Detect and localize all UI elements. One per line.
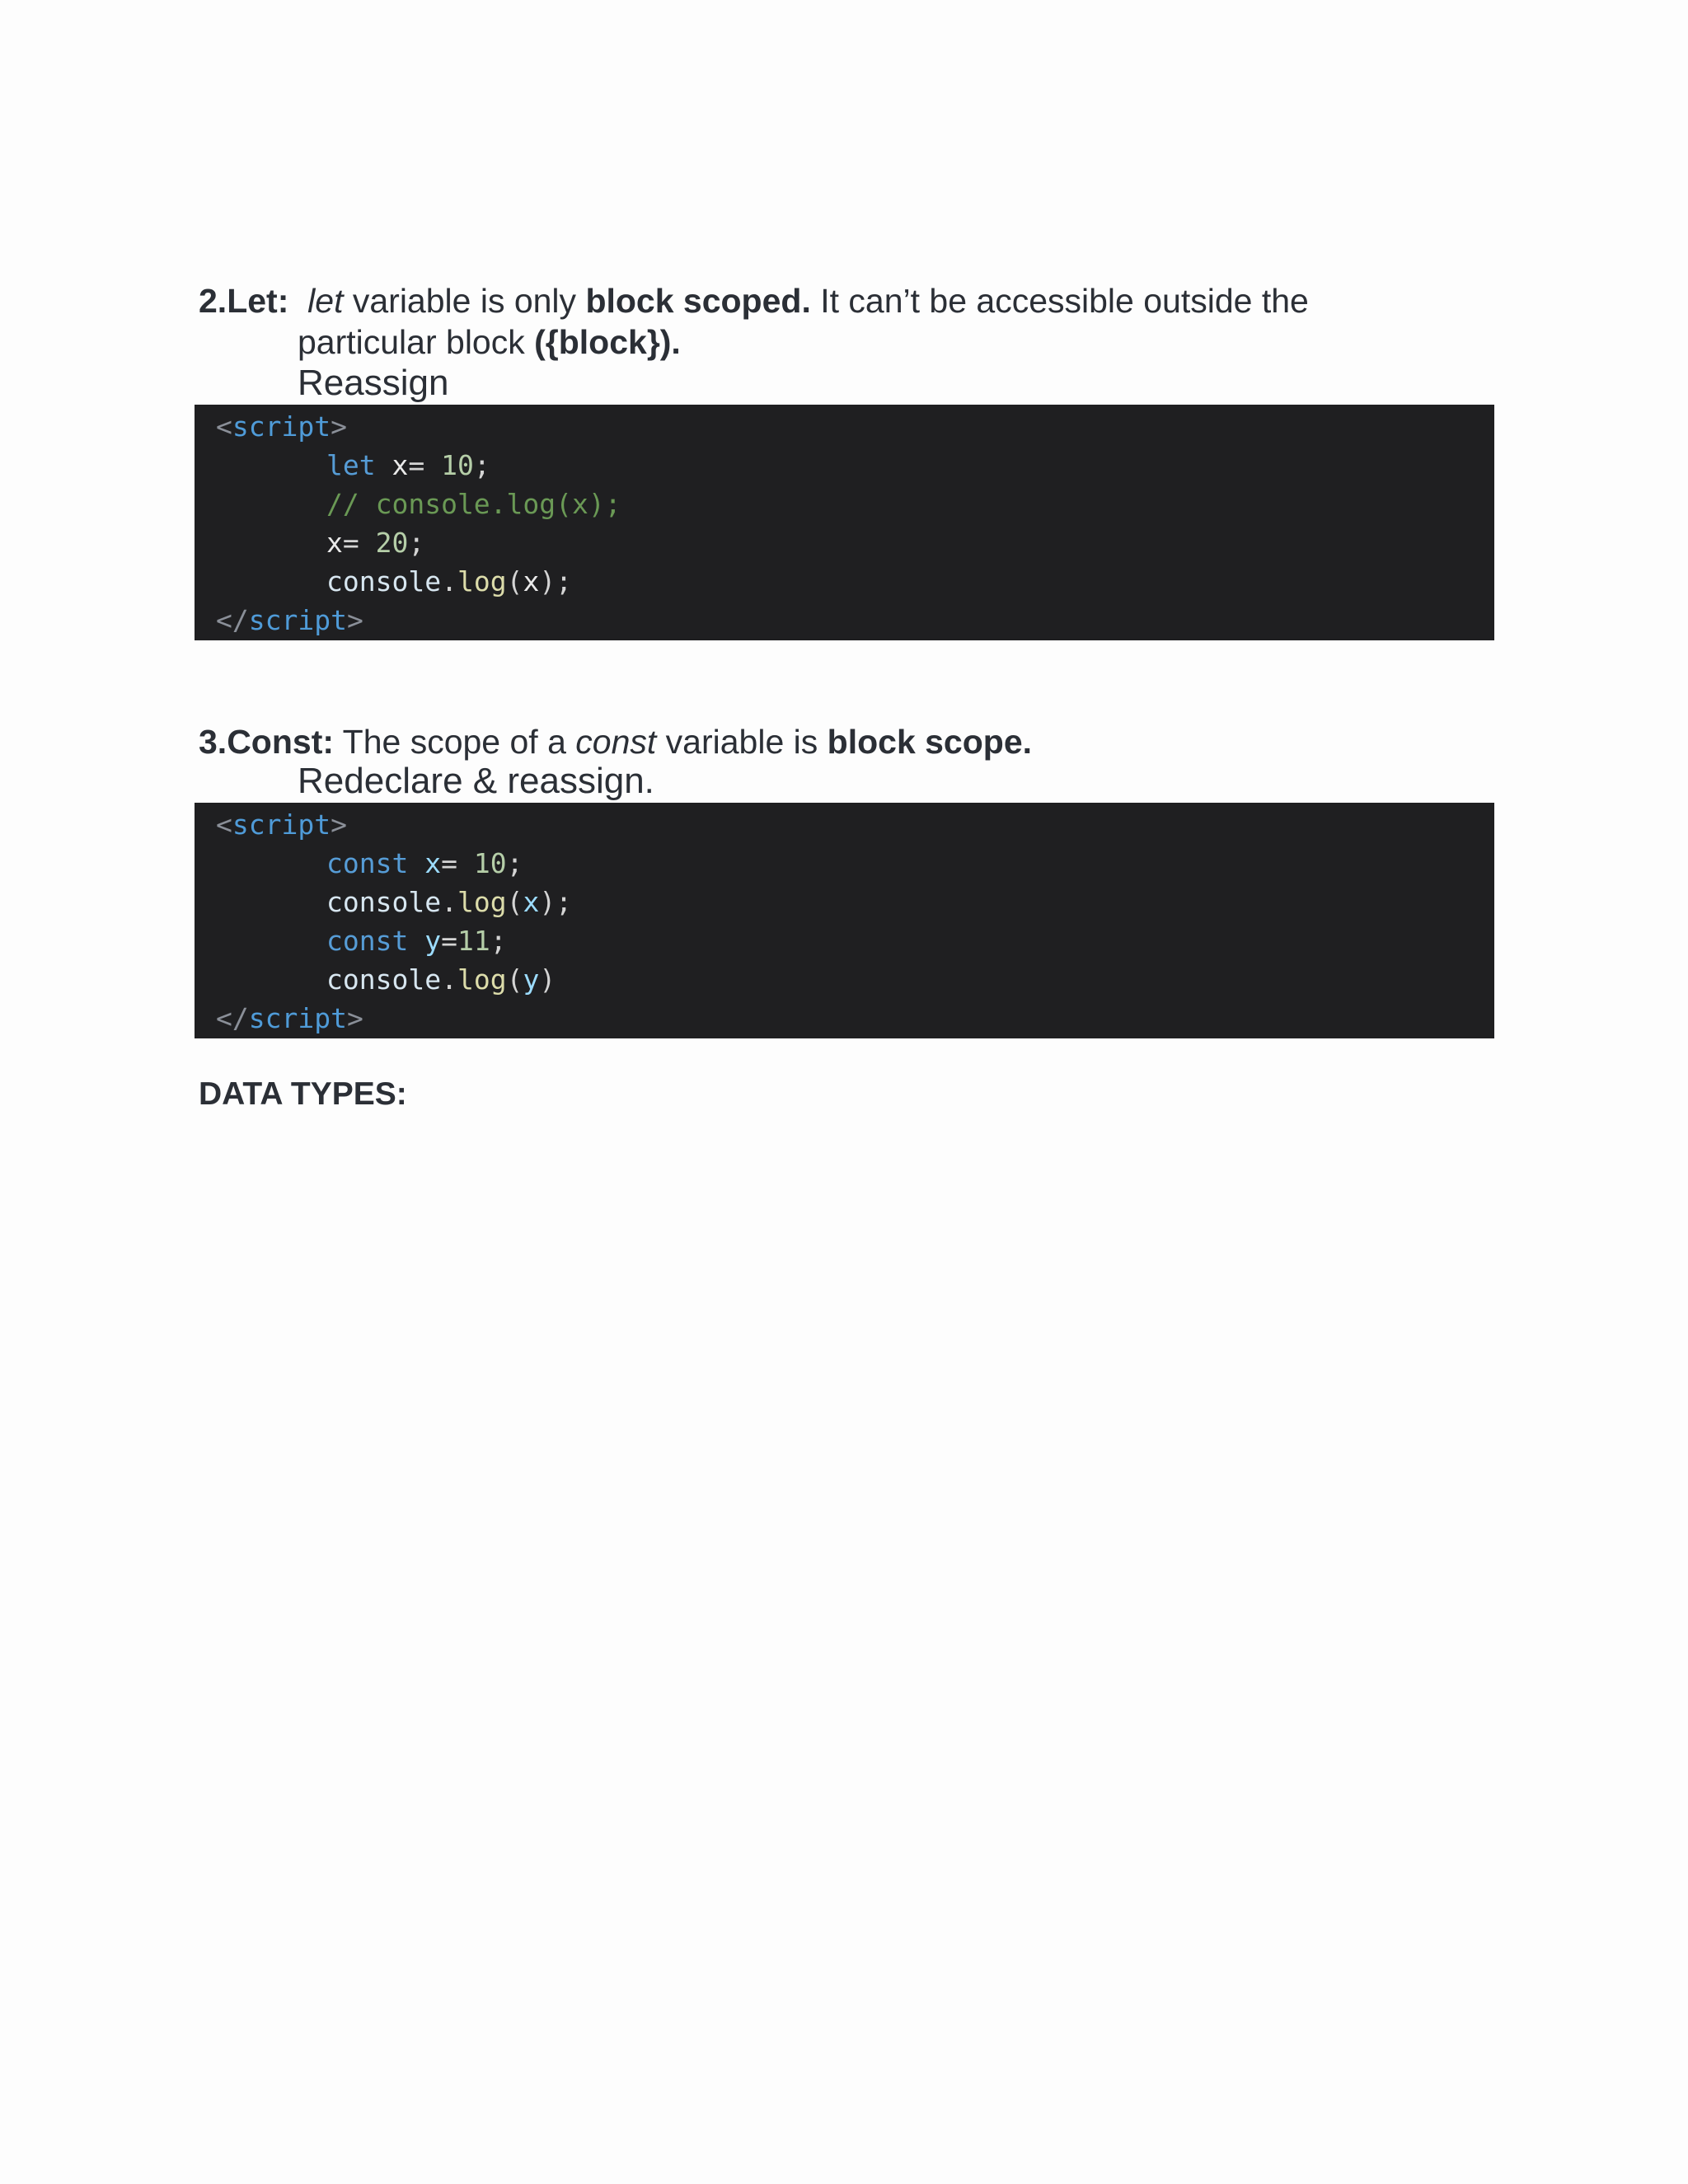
code-line [326,523,424,562]
code-token: const [326,847,409,879]
code-line [326,844,523,883]
code-token: console [326,886,442,918]
code-line [326,446,490,485]
const-keyword-italic: const [575,723,657,761]
code-token: x [523,886,540,918]
code-line [216,601,363,640]
code-token: y [523,963,540,996]
code-token: x [392,449,409,481]
code-token: x [424,847,442,879]
let-line2-bold: ({block}). [534,323,681,361]
code-token: script [232,410,331,443]
code-line [326,883,572,921]
code-line [326,960,556,999]
code-token: = [408,449,442,481]
let-bold-a: block scoped. [585,282,811,320]
code-token: . [441,963,457,996]
code-token: const [326,925,409,957]
let-keyword-italic: let [307,282,344,320]
code-token: ( [506,963,523,996]
code-token: ( [506,886,523,918]
code-token: ) [539,963,556,996]
code-token: script [232,808,331,841]
code-line [216,805,347,844]
code-token: ( [506,565,523,598]
data-types-heading: DATA TYPES: [199,1076,407,1112]
const-code-block [195,803,1494,1038]
code-line [216,407,347,446]
code-token: log [457,886,507,918]
const-heading-line [199,721,1032,762]
code-token: ; [408,527,425,559]
const-bold-a: block scope. [827,723,1033,761]
let-line-two [298,321,681,363]
let-code-block [195,405,1494,640]
let-line2-text: particular block [298,323,535,361]
code-token: ; [473,449,490,481]
code-token: log [457,565,507,598]
code-token: . [441,565,457,598]
code-comment: // console.log(x); [326,488,621,520]
let-text-b: It can’t be accessible outside the [810,282,1309,320]
code-token: = [441,847,474,879]
code-token: . [441,886,457,918]
code-token: < [216,410,232,443]
code-line [326,562,572,601]
code-token: </ [216,604,249,636]
code-line [326,921,507,960]
const-heading-label: 3.Const: [199,723,334,761]
const-subheading: Redeclare & reassign. [298,761,654,801]
code-token: = [342,527,376,559]
code-token: ; [490,925,507,957]
code-token: > [346,1002,363,1034]
code-token: console [326,963,442,996]
code-token: < [216,808,232,841]
let-heading-label: 2.Let: [199,282,289,320]
const-text-a: The scope of a [334,723,576,761]
code-token: > [346,604,363,636]
code-token: ); [539,886,573,918]
code-token: 10 [473,847,507,879]
code-token: 11 [457,925,490,957]
const-text-b: variable is [656,723,828,761]
let-heading-line [199,280,1309,321]
code-token: x [326,527,343,559]
code-token: </ [216,1002,249,1034]
let-subheading: Reassign [298,363,449,403]
code-token: script [248,1002,347,1034]
code-token: > [331,808,347,841]
code-token: log [457,963,507,996]
code-token: 10 [441,449,474,481]
code-token: ; [506,847,523,879]
code-token: let [326,449,376,481]
code-line [216,999,363,1038]
code-token: = [441,925,457,957]
code-token: script [248,604,347,636]
code-token: > [331,410,347,443]
code-token: y [424,925,442,957]
code-token: console [326,565,442,598]
code-token: ); [539,565,573,598]
code-line [326,485,621,523]
code-token: 20 [375,527,409,559]
let-text-a: variable is only [343,282,586,320]
code-token: x [523,565,540,598]
